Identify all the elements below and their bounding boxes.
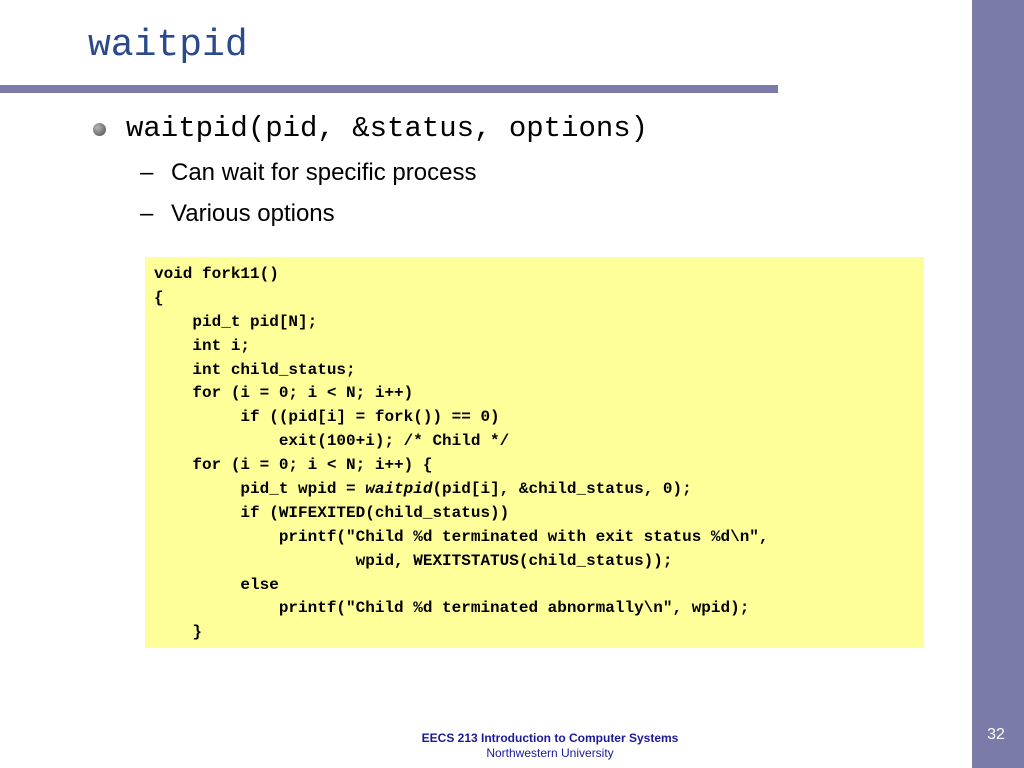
- sub-bullet-1-text: Can wait for specific process: [171, 159, 477, 186]
- code-line: [154, 597, 924, 621]
- code-text: for (i = 0; i < N; i++): [154, 384, 414, 403]
- code-text: printf("Child %d terminated with exit status %d\n",: [154, 527, 769, 546]
- code-line: [154, 335, 924, 359]
- sub-bullet-2: [140, 199, 335, 229]
- code-emphasis: waitpid: [365, 480, 433, 499]
- code-text: printf("Child %d terminated abnormally\n", wpid);: [154, 599, 750, 618]
- footer-university: Northwestern University: [486, 746, 614, 760]
- code-text: wpid, WEXITSTATUS(child_status));: [154, 551, 673, 570]
- code-line: [154, 382, 924, 406]
- code-text: int child_status;: [154, 360, 356, 379]
- code-text: (pid[i], &child_status, 0);: [432, 480, 692, 499]
- code-line: [154, 287, 924, 311]
- code-line: [154, 406, 924, 430]
- code-line: [154, 621, 924, 645]
- code-text: exit(100+i); /* Child */: [154, 432, 510, 451]
- code-line: [154, 574, 924, 598]
- code-line: [154, 359, 924, 383]
- code-line: [154, 550, 924, 574]
- right-accent-bar: [972, 0, 1024, 768]
- code-line: [154, 502, 924, 526]
- code-line: [154, 478, 924, 502]
- footer: [350, 731, 750, 761]
- code-block: [145, 257, 924, 648]
- page-number: 32: [987, 726, 1005, 743]
- slide-title: waitpid: [88, 24, 248, 67]
- code-line: [154, 526, 924, 550]
- code-text: pid_t pid[N];: [154, 312, 318, 331]
- code-text: for (i = 0; i < N; i++) {: [154, 456, 433, 475]
- code-text: {: [154, 288, 164, 307]
- code-text: if (WIFEXITED(child_status)): [154, 503, 510, 522]
- dash-icon: –: [140, 159, 154, 186]
- code-text: }: [154, 623, 203, 642]
- sub-bullet-2-text: Various options: [171, 200, 335, 227]
- code-line: [154, 311, 924, 335]
- code-line: [154, 454, 924, 478]
- dash-icon: –: [140, 200, 154, 227]
- bullet-icon: [93, 123, 106, 136]
- code-text: if ((pid[i] = fork()) == 0): [154, 408, 500, 427]
- code-line: [154, 263, 924, 287]
- code-text: else: [154, 575, 279, 594]
- title-underline: [0, 85, 778, 93]
- code-text: pid_t wpid =: [154, 480, 366, 499]
- footer-course-title: EECS 213 Introduction to Computer Systems: [421, 731, 679, 745]
- sub-bullet-1: [140, 158, 476, 188]
- code-line: [154, 430, 924, 454]
- code-text: int i;: [154, 336, 251, 355]
- main-bullet-text: waitpid(pid, &status, options): [126, 112, 649, 145]
- code-text: void fork11(): [154, 265, 279, 283]
